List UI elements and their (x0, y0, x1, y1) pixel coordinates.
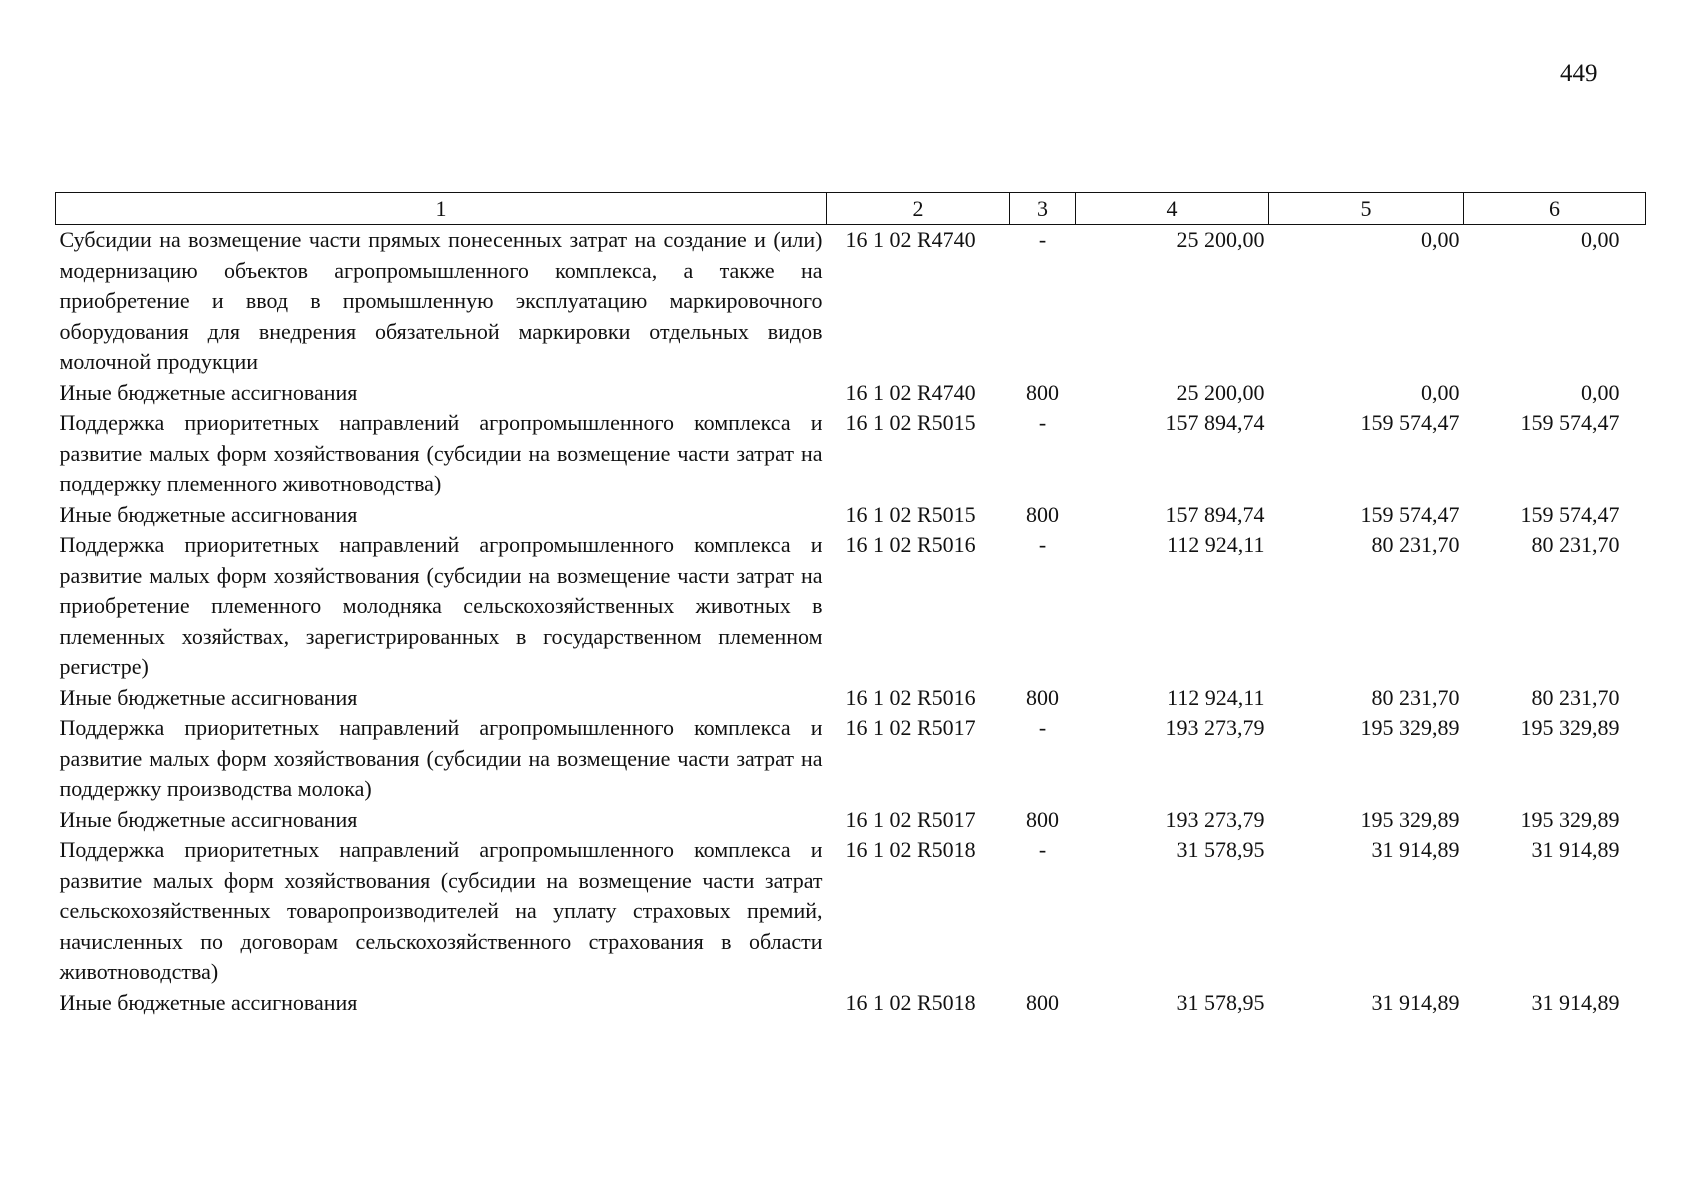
row-code: 16 1 02 R5015 (845, 410, 976, 435)
row-name: Поддержка приоритетных направлений агропромышленного комплекса и развитие малых форм хозяйствования (субсидии на возмещение части затрат на приобретение племенного молодняка сельскохозяйственных животных в племенных хозяйствах, зарегистрированных в государственном племенном регистре) (59, 532, 823, 679)
table-header-row (56, 193, 1646, 225)
row-value-5: 31 914,89 (1371, 837, 1460, 862)
row-value-4: 112 924,11 (1167, 684, 1265, 710)
row-value-6: 0,00 (1581, 379, 1620, 405)
row-value-5: 31 914,89 (1371, 989, 1460, 1015)
row-value-6: 195 329,89 (1520, 806, 1620, 832)
column-header-5: 5 (1269, 193, 1464, 225)
row-value-4: 112 924,11 (1167, 532, 1265, 557)
table-row (56, 225, 1646, 378)
page-number: 449 (1560, 60, 1598, 87)
row-code: 16 1 02 R4740 (845, 227, 976, 252)
row-expense-type: 800 (1026, 806, 1059, 832)
row-value-6: 80 231,70 (1531, 532, 1620, 557)
row-value-4: 157 894,74 (1165, 501, 1265, 527)
budget-table (55, 192, 1646, 1018)
column-header-2: 2 (827, 193, 1010, 225)
row-value-6: 31 914,89 (1531, 837, 1620, 862)
table-row (56, 530, 1646, 683)
column-header-6: 6 (1464, 193, 1646, 225)
row-name: Иные бюджетные ассигнования (59, 379, 358, 405)
row-expense-type: 800 (1026, 501, 1059, 527)
row-name: Субсидии на возмещение части прямых понесенных затрат на создание и (или) модернизацию объектов агропромышленного комплекса, а также на приобретение и ввод в промышленную эксплуатацию маркировочного оборудования для внедрения обязательной маркировки отдельных видов молочной продукции (59, 227, 823, 374)
row-code: 16 1 02 R5015 (845, 501, 976, 527)
row-name: Поддержка приоритетных направлений агропромышленного комплекса и развитие малых форм хозяйствования (субсидии на возмещение части затрат на поддержку племенного животноводства) (59, 410, 823, 496)
row-value-4: 193 273,79 (1165, 806, 1265, 832)
row-value-6: 195 329,89 (1520, 715, 1620, 740)
table-row (56, 683, 1646, 714)
row-expense-type: - (1038, 227, 1047, 252)
table-row (56, 713, 1646, 805)
row-value-5: 195 329,89 (1360, 806, 1460, 832)
row-value-5: 0,00 (1421, 227, 1460, 252)
row-name: Иные бюджетные ассигнования (59, 989, 358, 1015)
table-row (56, 408, 1646, 500)
table-row (56, 988, 1646, 1019)
row-value-5: 80 231,70 (1371, 532, 1460, 557)
row-value-4: 31 578,95 (1176, 989, 1265, 1015)
row-code: 16 1 02 R5018 (845, 989, 976, 1015)
row-code: 16 1 02 R5016 (845, 684, 976, 710)
row-value-5: 0,00 (1421, 379, 1460, 405)
table-row (56, 500, 1646, 531)
table-row (56, 835, 1646, 988)
row-expense-type: - (1038, 410, 1047, 435)
row-value-5: 195 329,89 (1360, 715, 1460, 740)
column-header-1: 1 (56, 193, 827, 225)
row-code: 16 1 02 R5018 (845, 837, 976, 862)
row-expense-type: - (1038, 837, 1047, 862)
row-value-4: 193 273,79 (1165, 715, 1265, 740)
row-value-6: 159 574,47 (1520, 501, 1620, 527)
row-value-6: 31 914,89 (1531, 989, 1620, 1015)
row-name: Иные бюджетные ассигнования (59, 684, 358, 710)
row-code: 16 1 02 R5017 (845, 806, 976, 832)
row-code: 16 1 02 R4740 (845, 379, 976, 405)
row-value-4: 157 894,74 (1165, 410, 1265, 435)
row-expense-type: 800 (1026, 989, 1059, 1015)
row-value-5: 159 574,47 (1360, 410, 1460, 435)
row-name: Поддержка приоритетных направлений агропромышленного комплекса и развитие малых форм хозяйствования (субсидии на возмещение части затрат сельскохозяйственных товаропроизводителей на уплату страховых премий, начисленных по договорам сельскохозяйственного страхования в области животноводства) (59, 837, 823, 984)
row-expense-type: - (1038, 532, 1047, 557)
column-header-4: 4 (1076, 193, 1269, 225)
row-code: 16 1 02 R5016 (845, 532, 976, 557)
row-value-5: 80 231,70 (1371, 684, 1460, 710)
column-header-3: 3 (1010, 193, 1076, 225)
table-row (56, 378, 1646, 409)
row-value-6: 80 231,70 (1531, 684, 1620, 710)
row-expense-type: - (1038, 715, 1047, 740)
row-value-4: 25 200,00 (1176, 227, 1265, 252)
row-value-6: 159 574,47 (1520, 410, 1620, 435)
row-name: Поддержка приоритетных направлений агропромышленного комплекса и развитие малых форм хозяйствования (субсидии на возмещение части затрат на поддержку производства молока) (59, 715, 823, 801)
row-name: Иные бюджетные ассигнования (59, 806, 358, 832)
row-code: 16 1 02 R5017 (845, 715, 976, 740)
row-expense-type: 800 (1026, 379, 1059, 405)
row-value-4: 25 200,00 (1176, 379, 1265, 405)
row-expense-type: 800 (1026, 684, 1059, 710)
row-value-5: 159 574,47 (1360, 501, 1460, 527)
row-name: Иные бюджетные ассигнования (59, 501, 358, 527)
row-value-6: 0,00 (1581, 227, 1620, 252)
row-value-4: 31 578,95 (1176, 837, 1265, 862)
table-row (56, 805, 1646, 836)
